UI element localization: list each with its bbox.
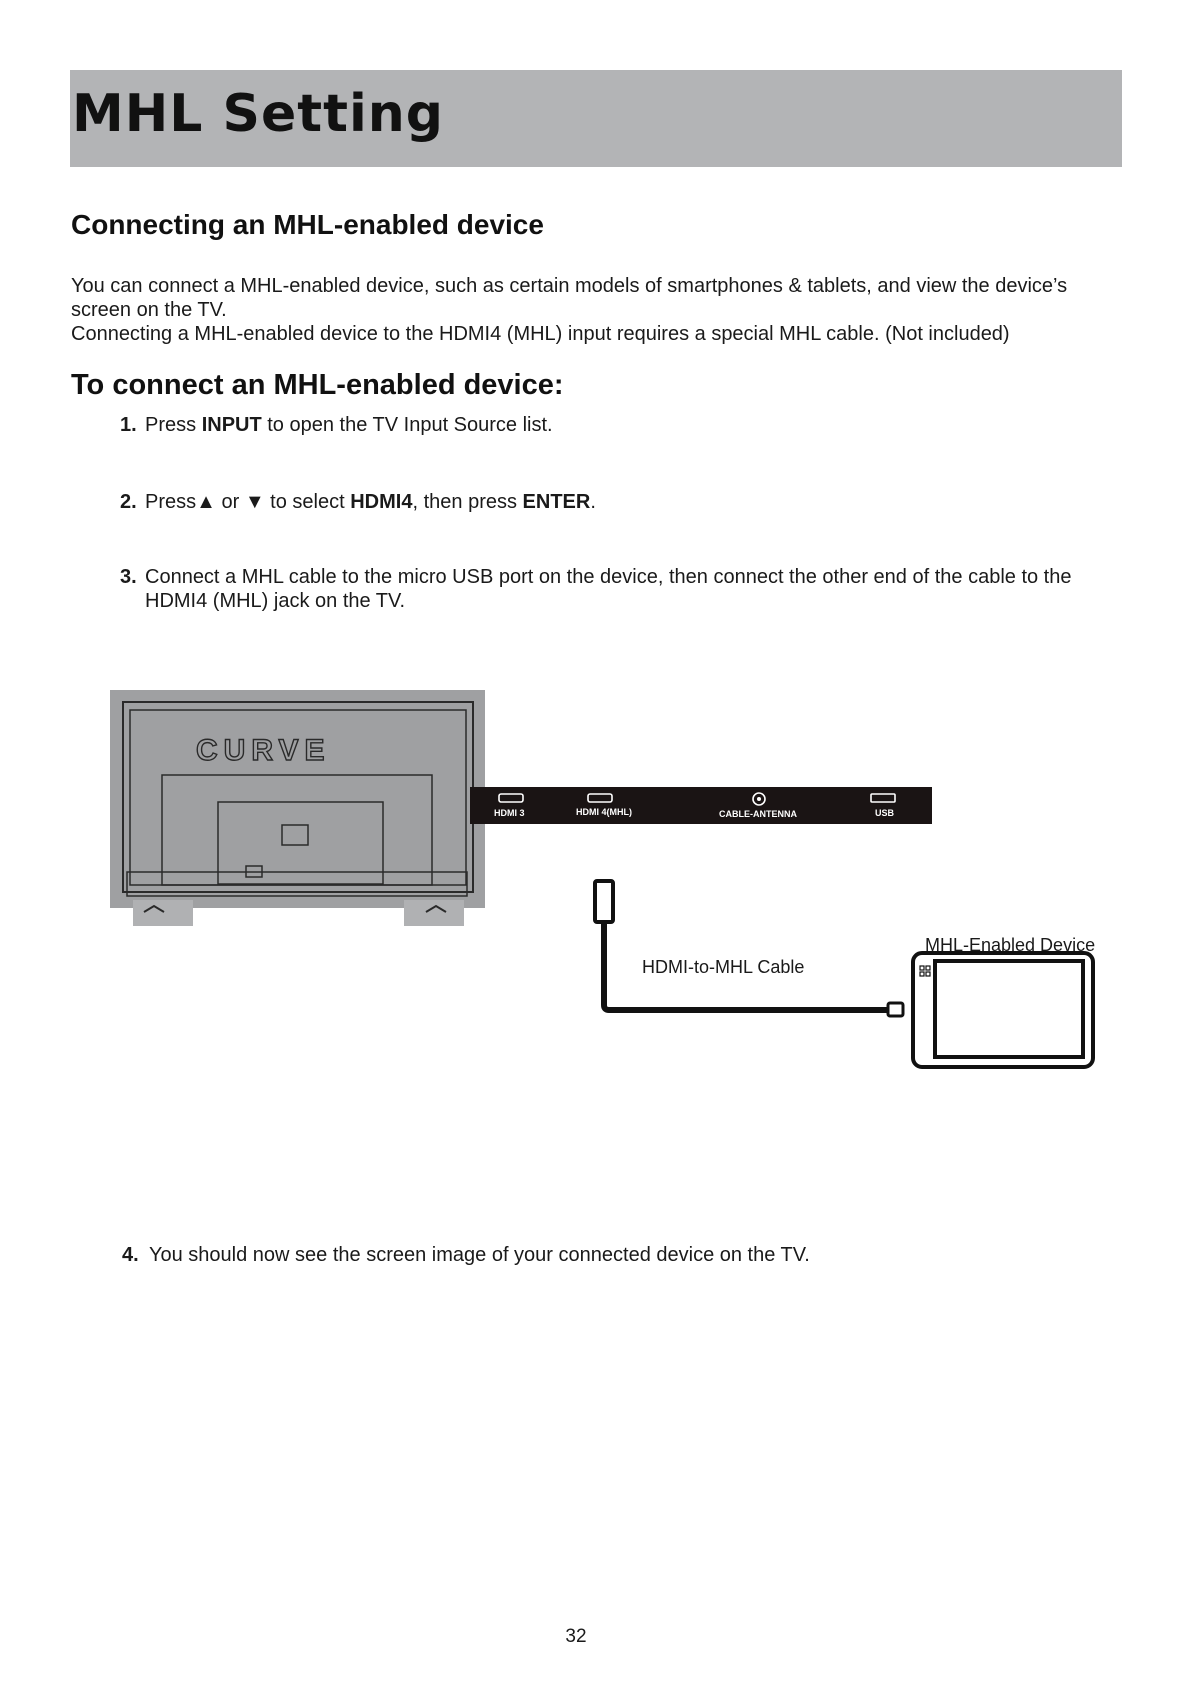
cable-label: HDMI-to-MHL Cable — [642, 957, 805, 977]
mhl-device-illustration — [913, 953, 1093, 1067]
section-heading-steps: To connect an MHL-enabled device: — [71, 369, 564, 401]
step-text: Connect a MHL cable to the micro USB port on the device, then connect the other end of the cable to the HDMI4 (MHL) jack on the TV. — [145, 566, 1072, 612]
hdmi-mhl-cable — [595, 881, 903, 1016]
step-text: Press▲ or ▼ to select HDMI4, then press ENTER. — [145, 491, 596, 513]
step-text: Press INPUT to open the TV Input Source list. — [145, 414, 553, 436]
key-input: INPUT — [201, 414, 262, 436]
step-number: 2. — [120, 491, 137, 513]
connection-diagram — [0, 690, 1191, 1110]
page-title: MHL Setting — [72, 84, 445, 144]
up-down-arrows-icon: ▲ or ▼ — [196, 491, 265, 513]
key-enter: ENTER — [522, 491, 591, 513]
section-heading-connecting: Connecting an MHL-enabled device — [71, 209, 544, 240]
port-label-hdmi3: HDMI 3 — [494, 808, 525, 818]
title-bar — [70, 70, 1122, 167]
intro-line-1: You can connect a MHL-enabled device, such as certain models of smartphones & tablets, and view the device’s screen on the TV. — [71, 275, 1068, 321]
step-number: 1. — [120, 414, 137, 436]
port-label-antenna: CABLE-ANTENNA — [719, 809, 797, 819]
tv-back-illustration — [110, 690, 485, 926]
intro-paragraph — [71, 274, 1131, 346]
port-panel — [470, 787, 932, 824]
step-text: You should now see the screen image of your connected device on the TV. — [149, 1244, 810, 1266]
device-label: MHL-Enabled Device — [925, 935, 1096, 955]
page-number: 32 — [565, 1626, 587, 1647]
intro-line-2: Connecting a MHL-enabled device to the HDMI4 (MHL) input requires a special MHL cable. (Not included) — [71, 323, 1010, 345]
port-label-usb: USB — [875, 808, 895, 818]
tv-brand-logo: CURVE — [196, 734, 331, 767]
step-number: 3. — [120, 566, 137, 588]
port-label-hdmi4: HDMI 4(MHL) — [576, 807, 632, 817]
step-number: 4. — [122, 1244, 139, 1266]
key-hdmi4: HDMI4 — [350, 491, 413, 513]
